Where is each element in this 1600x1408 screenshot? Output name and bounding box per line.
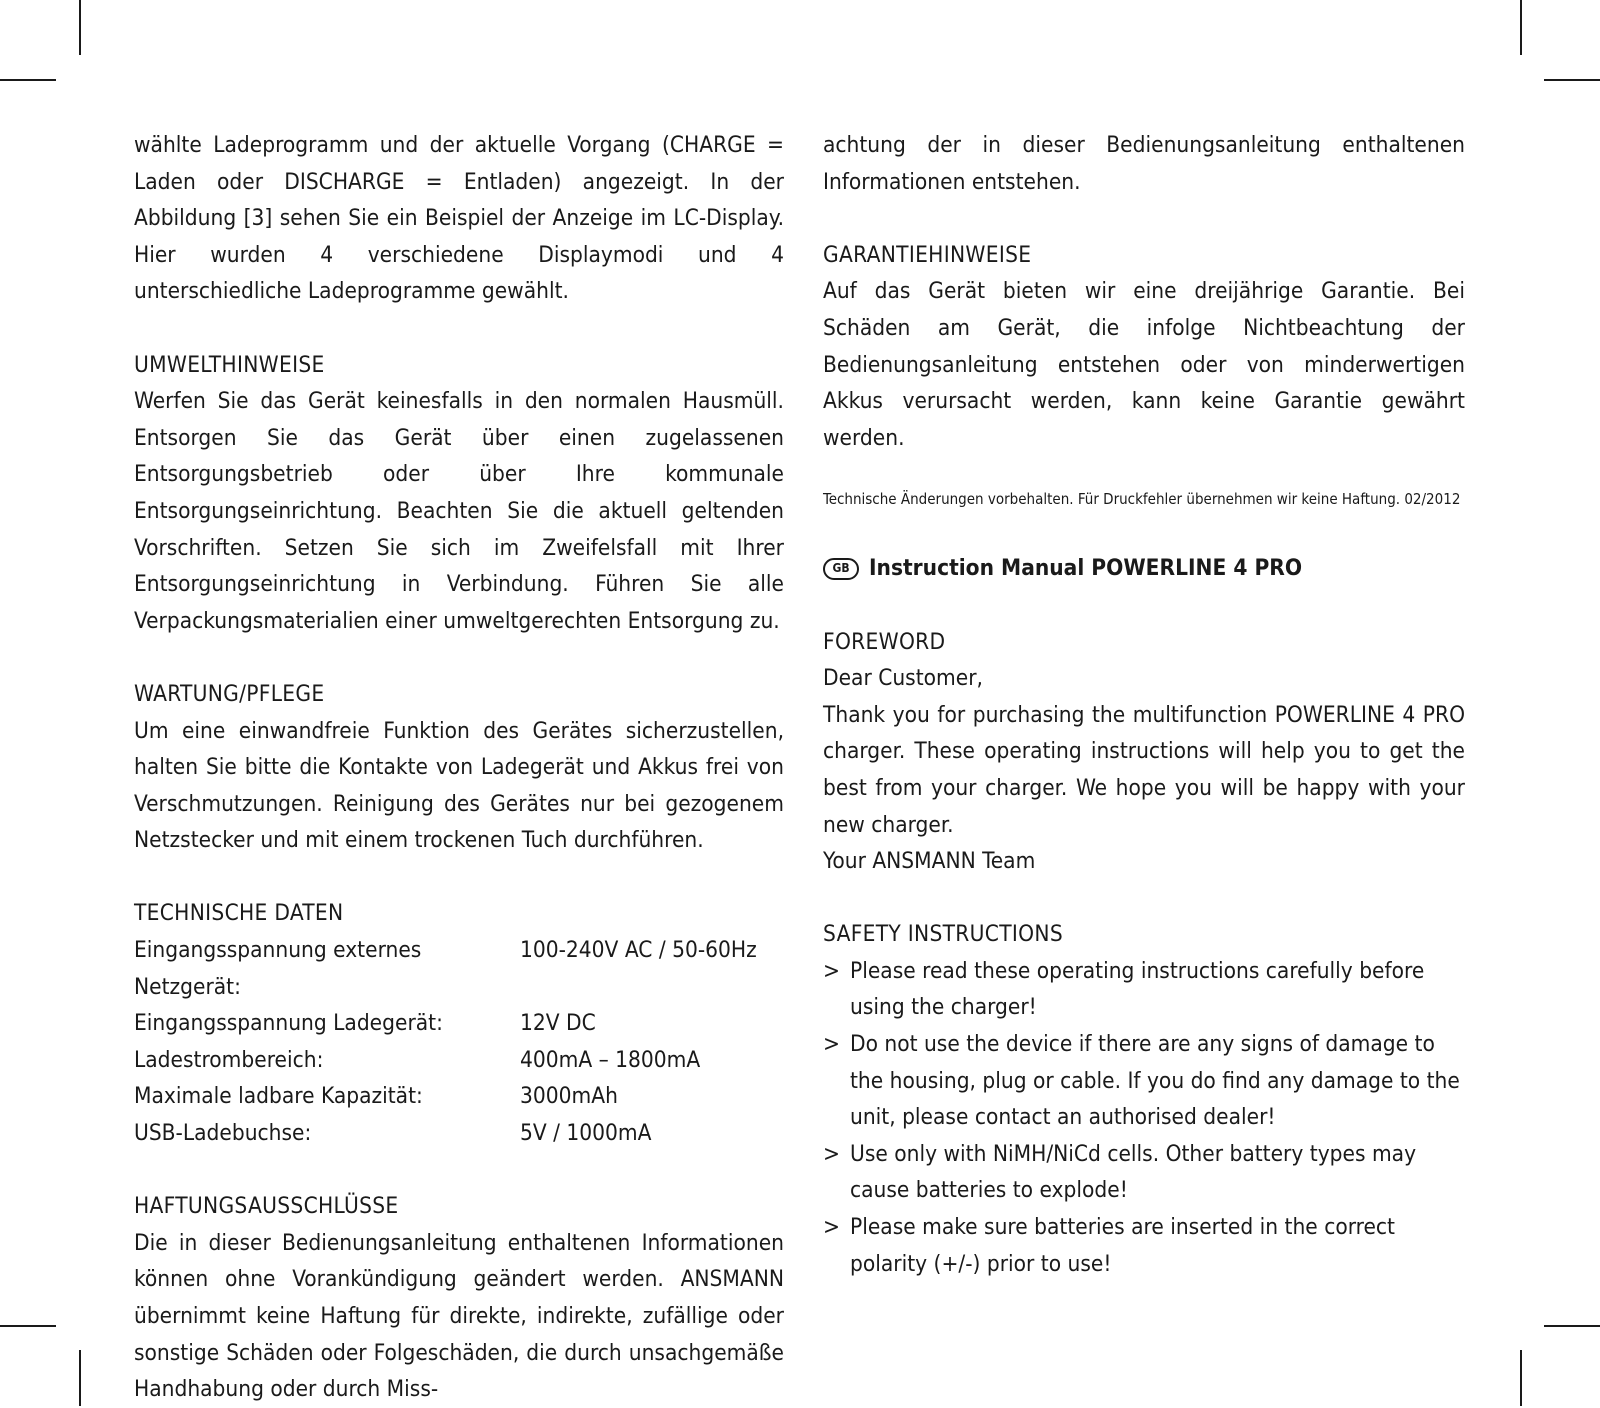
technische-daten-heading: TECHNISCHE DATEN [134,900,344,927]
crop-mark-top-left-horizontal [0,79,56,81]
safety-item-text: Do not use the device if there are any signs of damage to the housing, plug or cable. If you do find any damage to the unit, please contact an authorised dealer! [850,1031,1460,1131]
spec-label: Maximale ladbare Kapazität: [134,1083,423,1110]
spec-value: 5V / 1000mA [520,1120,652,1147]
safety-heading: SAFETY INSTRUCTIONS [823,921,1063,948]
wartung-text: Um eine einwandfreie Funktion des Gerätes sicherzustellen, halten Sie bitte die Kontakte von Ladegerät und Akkus frei von Verschmutzungen. Reinigung des Gerätes nur bei gezogenem Netzstecker und mit einem trockenen Tuch durchführen. [134,717,784,854]
spec-row [134,932,784,1005]
spec-label: Eingangsspannung Ladegerät: [134,1010,443,1037]
foreword-heading: FOREWORD [823,628,946,655]
spec-value: 100-240V AC / 50-60Hz [520,937,757,964]
garantie-text: Auf das Gerät bieten wir eine dreijährige Garantie. Bei Schäden am Gerät, die infolge Nichtbeachtung der Bedienungsanleitung entstehen oder von minderwertigen Akkus verursacht werden, kann keine Garantie gewährt werden. [823,278,1465,451]
spec-value: 3000mAh [520,1083,618,1110]
spec-row [134,1042,784,1079]
crop-mark-bottom-right-horizontal [1544,1325,1600,1327]
safety-item-text: Please make sure batteries are inserted in the correct polarity (+/-) prior to use! [850,1214,1395,1277]
spec-label: Eingangsspannung externes Netzgerät: [134,937,422,1000]
crop-mark-top-left-vertical [79,0,81,55]
crop-mark-top-right-horizontal [1544,79,1600,81]
right-column [823,127,1465,1282]
spec-row [134,1078,784,1115]
spec-label: USB-Ladebuchse: [134,1120,312,1147]
foreword-greeting: Dear Customer, [823,665,983,692]
spec-row [134,1005,784,1042]
umwelt-text: Werfen Sie das Gerät keinesfalls in den normalen Hausmüll. Entsorgen Sie das Gerät über einen zugelassenen Entsorgungsbetrieb oder über Ihre kommunale Entsorgungseinrichtung. Beachten Sie die aktuell geltenden Vorschriften. Setzen Sie sich im Zweifelsfall mit Ihrer Entsorgungseinrichtung in Verbindung. Führen Sie alle Verpackungsmaterialien einer umweltgerechten Entsorgung zu. [134,388,784,634]
foreword-signature: Your ANSMANN Team [823,848,1036,875]
list-item [823,1136,1465,1209]
spec-label: Ladestrombereich: [134,1046,324,1073]
list-item [823,953,1465,1026]
wartung-heading: WARTUNG/PFLEGE [134,680,325,707]
bullet-marker: > [823,1140,840,1167]
foreword-text: Thank you for purchasing the multifunction POWERLINE 4 PRO charger. These operating instructions will help you to get the best from your charger. We hope you will be happy with your new charger. [823,701,1465,838]
umwelt-heading: UMWELTHINWEISE [134,351,325,378]
safety-item-text: Use only with NiMH/NiCd cells. Other battery types may cause batteries to explode! [850,1140,1417,1204]
footnote: Technische Änderungen vorbehalten. Für Druckfehler übernehmen wir keine Haftung. 02/2012 [823,490,1461,509]
safety-item-text: Please read these operating instructions carefully before using the charger! [850,957,1425,1021]
safety-list [823,953,1465,1282]
intro-paragraph: wählte Ladeprogramm und der aktuelle Vorgang (CHARGE = Laden oder DISCHARGE = Entladen) angezeigt. In der Abbildung [3] sehen Sie ein Beispiel der Anzeige im LC-Display. Hier wurden 4 verschiedene Displaymodi und 4 unterschiedliche Ladeprogramme gewählt. [134,132,784,305]
crop-mark-bottom-right-vertical [1520,1350,1522,1406]
gb-flag-icon: GB [823,558,859,580]
spec-row [134,1115,784,1152]
haftung-text: Die in dieser Bedienungsanleitung enthaltenen Informationen können ohne Vorankündigung geändert werden. ANSMANN übernimmt keine Haftung für direkte, indirekte, zufällige oder sonstige Schäden oder Folgeschäden, die durch unsachgemäße Handhabung oder durch Miss- [134,1229,784,1403]
spec-value: 12V DC [520,1010,596,1037]
crop-mark-bottom-left-vertical [79,1350,81,1406]
manual-title [823,550,1465,587]
crop-mark-top-right-vertical [1520,0,1522,55]
bullet-marker: > [823,957,840,984]
bullet-marker: > [823,1031,840,1058]
spec-value: 400mA – 1800mA [520,1046,701,1073]
haftung-continuation: achtung der in dieser Bedienungsanleitung enthaltenen Informationen entstehen. [823,132,1465,195]
haftung-heading: HAFTUNGSAUSSCHLÜSSE [134,1193,399,1220]
list-item [823,1209,1465,1282]
bullet-marker: > [823,1214,840,1241]
left-column [134,127,784,1408]
list-item [823,1026,1465,1136]
manual-title-text: Instruction Manual POWERLINE 4 PRO [869,555,1303,582]
garantie-heading: GARANTIEHINWEISE [823,241,1032,268]
spec-table [134,932,784,1152]
crop-mark-bottom-left-horizontal [0,1325,56,1327]
